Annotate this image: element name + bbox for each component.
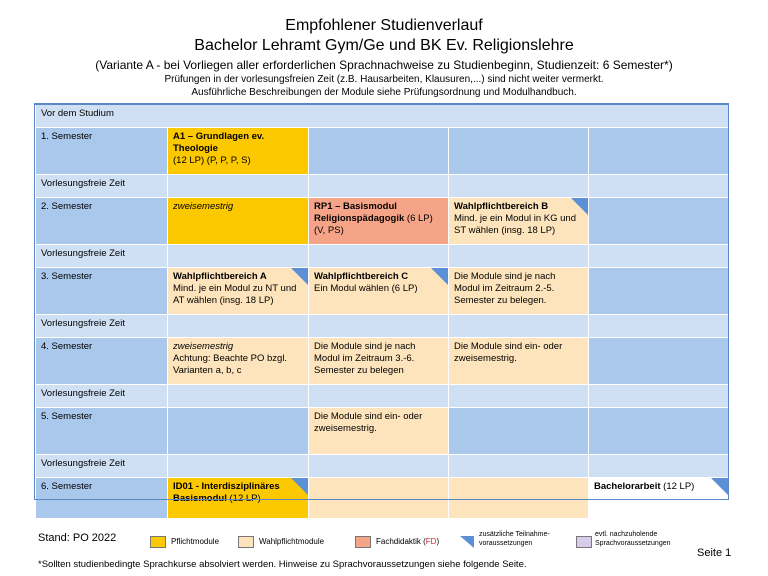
empty-cell [449, 245, 589, 268]
module-title: ID01 - Interdisziplinäres Basismodul [173, 481, 280, 504]
module-note-cell: Die Module sind je nach Modul im Zeitraum 2.-5. Semester zu belegen. [449, 268, 589, 315]
zweisemestrig-note: zweisemestrig [173, 201, 234, 212]
row-label: Vor dem Studium [36, 105, 729, 128]
page-number: Seite 1 [697, 547, 732, 559]
teilnahme-marker-icon [291, 478, 308, 495]
empty-cell [168, 455, 309, 478]
legend-sprach-line1: evtl. nachzuholende [595, 531, 658, 538]
row-vor-studium [36, 105, 729, 128]
module-detail: Mind. je ein Modul in KG und ST wählen (insg. 18 LP) [454, 213, 576, 236]
row-semester-5 [36, 408, 729, 455]
teilnahme-marker-icon [711, 478, 728, 495]
module-note-cell [168, 338, 309, 385]
row-semester-1 [36, 128, 729, 175]
teilnahme-marker-icon [291, 268, 308, 285]
empty-cell [309, 245, 449, 268]
module-title: RP1 – Basismodul Religionspädagogik [314, 201, 405, 224]
module-detail: Ein Modul wählen (6 LP) [314, 283, 418, 294]
module-lp: (12 LP) [226, 493, 261, 504]
empty-cell [589, 338, 729, 385]
module-detail: (12 LP) (P, P, P, S) [173, 155, 251, 166]
module-wahlpflicht-b [449, 198, 589, 245]
module-detail: (V, PS) [314, 225, 344, 236]
empty-cell [589, 455, 729, 478]
zweisemestrig-note: zweisemestrig [173, 341, 234, 352]
empty-cell [589, 315, 729, 338]
module-note-cell: Die Module sind ein- oder zweisemestrig. [449, 338, 589, 385]
row-semester-2 [36, 198, 729, 245]
page-title: Empfohlener Studienverlauf [285, 17, 483, 34]
module-rp1 [309, 198, 449, 245]
empty-cell [309, 315, 449, 338]
module-lp: (12 LP) [660, 481, 695, 492]
row-label: 2. Semester [36, 198, 168, 245]
fachdidaktik-swatch [355, 536, 371, 548]
empty-cell [449, 478, 589, 519]
module-note-cell: Die Module sind ein- oder zweisemestrig. [309, 408, 449, 455]
empty-cell [589, 245, 729, 268]
empty-cell [449, 408, 589, 455]
empty-cell [168, 245, 309, 268]
row-label: Vorlesungsfreie Zeit [36, 385, 168, 408]
empty-cell [449, 175, 589, 198]
row-label: 3. Semester [36, 268, 168, 315]
teilnahme-marker-icon [571, 198, 588, 215]
empty-cell [589, 408, 729, 455]
row-vorlesungsfrei [36, 245, 729, 268]
legend-sprach [595, 530, 671, 548]
row-vorlesungsfrei [36, 385, 729, 408]
legend-sprach-line2: Sprachvoraussetzungen [595, 540, 671, 547]
empty-cell [589, 128, 729, 175]
footnote: *Sollten studienbedingte Sprachkurse absolviert werden. Hinweise zu Sprachvoraussetzungen siehe folgende Seite. [38, 559, 527, 570]
empty-cell [589, 268, 729, 315]
empty-cell [168, 175, 309, 198]
row-label: Vorlesungsfreie Zeit [36, 315, 168, 338]
legend-teilnahme-line2: voraussetzungen [479, 540, 533, 547]
row-label: 1. Semester [36, 128, 168, 175]
empty-cell [168, 408, 309, 455]
legend-fd-close: ) [436, 537, 440, 546]
legend-fachdidaktik [376, 537, 439, 546]
legend-fd-text: Fachdidaktik ( [376, 537, 426, 546]
row-label: 4. Semester [36, 338, 168, 385]
module-detail: Achtung: Beachte PO bzgl. Varianten a, b, c [173, 353, 288, 376]
module-wahlpflicht-c [309, 268, 449, 315]
module-id01 [168, 478, 309, 519]
row-label: Vorlesungsfreie Zeit [36, 245, 168, 268]
page-subtitle: Bachelor Lehramt Gym/Ge und BK Ev. Religionslehre [194, 37, 574, 54]
empty-cell [309, 175, 449, 198]
row-label: 6. Semester [36, 478, 168, 519]
empty-cell [449, 128, 589, 175]
empty-cell [168, 315, 309, 338]
empty-cell [449, 315, 589, 338]
module-title: Bachelorarbeit [594, 481, 661, 492]
teilnahme-triangle-icon [460, 536, 474, 548]
module-detail: Mind. je ein Modul zu NT und AT wählen (insg. 18 LP) [173, 283, 297, 306]
legend-pflicht: Pflichtmodule [171, 537, 220, 546]
legend-teilnahme-line1: zusätzliche Teilnahme- [479, 531, 550, 538]
empty-cell [449, 385, 589, 408]
row-vorlesungsfrei [36, 315, 729, 338]
empty-cell [309, 478, 449, 519]
empty-cell [309, 128, 449, 175]
row-label: Vorlesungsfreie Zeit [36, 455, 168, 478]
row-semester-3 [36, 268, 729, 315]
legend-wahlpflicht: Wahlpflichtmodule [259, 537, 325, 546]
legend-teilnahme [479, 530, 550, 548]
stand-label: Stand: PO 2022 [38, 532, 117, 544]
module-title: Wahlpflichtbereich A [173, 271, 267, 282]
legend-fd-abbr: FD [425, 537, 437, 546]
module-title: Wahlpflichtbereich B [454, 201, 549, 212]
study-plan-table [35, 104, 729, 519]
empty-cell [449, 455, 589, 478]
empty-cell [168, 385, 309, 408]
pflicht-swatch [150, 536, 166, 548]
module-title: A1 – Grundlagen ev. Theologie [173, 131, 265, 154]
empty-cell [309, 385, 449, 408]
module-bachelorarbeit [589, 478, 729, 519]
sprach-swatch [576, 536, 592, 548]
module-a1 [168, 128, 309, 175]
empty-cell [589, 198, 729, 245]
row-label: 5. Semester [36, 408, 168, 455]
row-vorlesungsfrei [36, 455, 729, 478]
teilnahme-marker-icon [431, 268, 448, 285]
module-a1-continued [168, 198, 309, 245]
variant-note: (Variante A - bei Vorliegen aller erforderlichen Sprachnachweise zu Studienbeginn, Studienzeit: 6 Semester*) [95, 58, 673, 72]
wahlpflicht-swatch [238, 536, 254, 548]
row-semester-4 [36, 338, 729, 385]
empty-cell [589, 175, 729, 198]
module-note-cell: Die Module sind je nach Modul im Zeitraum 3.-6. Semester zu belegen [309, 338, 449, 385]
row-vorlesungsfrei [36, 175, 729, 198]
row-semester-6 [36, 478, 729, 519]
module-lp: (6 LP) [404, 213, 433, 224]
module-note: Ausführliche Beschreibungen der Module siehe Prüfungsordnung und Modulhandbuch. [191, 87, 577, 98]
empty-cell [589, 385, 729, 408]
module-wahlpflicht-a [168, 268, 309, 315]
empty-cell [309, 455, 449, 478]
module-title: Wahlpflichtbereich C [314, 271, 409, 282]
row-label: Vorlesungsfreie Zeit [36, 175, 168, 198]
exam-note: Prüfungen in der vorlesungsfreien Zeit (z.B. Hausarbeiten, Klausuren,...) sind nicht weiter vermerkt. [164, 74, 604, 85]
